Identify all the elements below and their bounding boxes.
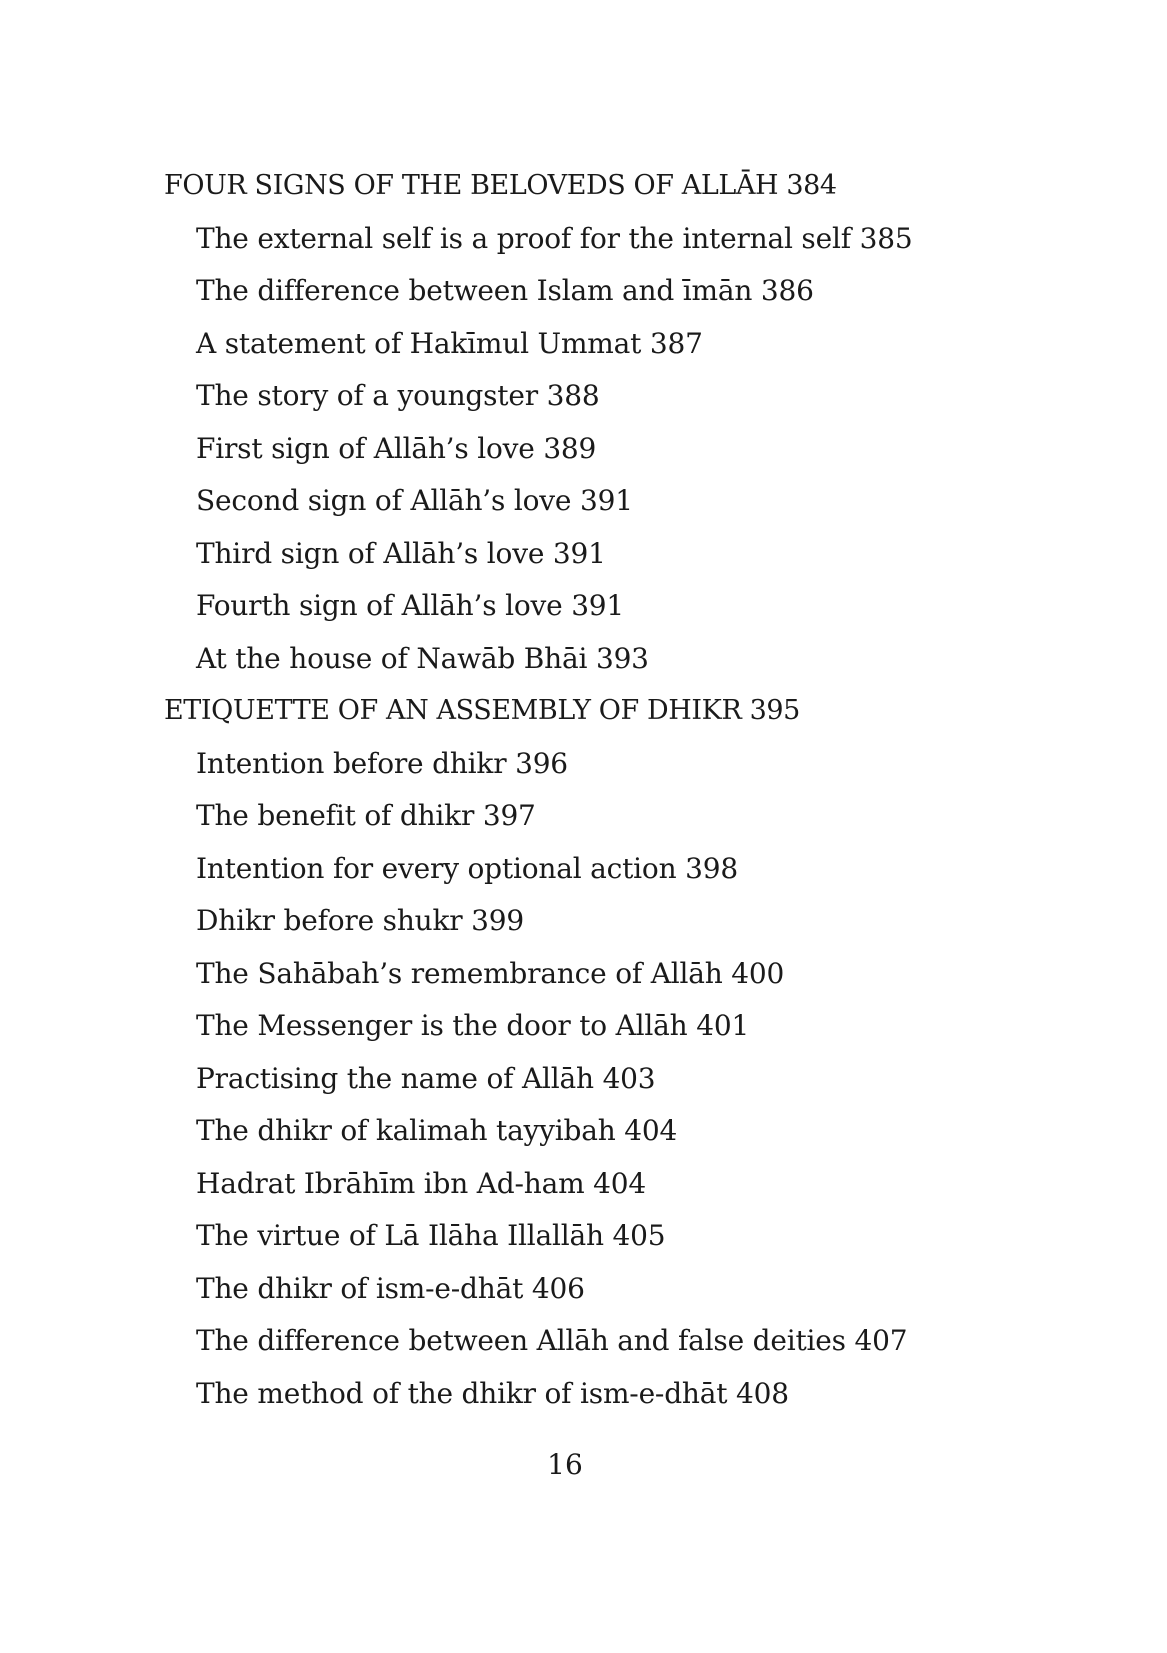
toc-entry: The external self is a proof for the internal self 385 [196,221,913,255]
toc-entry: Second sign of Allāh’s love 391 [196,484,633,517]
toc-entry: Intention for every optional action 398 [196,851,738,885]
toc-entry: Fourth sign of Allāh’s love 391 [196,589,625,622]
toc-entry: The method of the dhikr of ism-e-dhāt 408 [196,1376,789,1410]
toc-entry: Hadrat Ibrāhīm ibn Ad-ham 404 [196,1166,647,1200]
toc-entry: The dhikr of ism-e-dhāt 406 [196,1271,585,1305]
toc-entry: The virtue of Lā Ilāha Illallāh 405 [196,1219,666,1252]
toc-entry: Intention before dhikr 396 [196,746,568,780]
toc-entry: A statement of Hakīmul Ummat 387 [196,326,703,360]
toc-entry: The Sahābah’s remembrance of Allāh 400 [196,956,785,990]
toc-entry: Third sign of Allāh’s love 391 [196,536,606,570]
toc-entry: The benefit of dhikr 397 [196,799,536,832]
toc-entry: At the house of Nawāb Bhāi 393 [196,641,649,675]
toc-entry: The Messenger is the door to Allāh 401 [196,1009,750,1042]
toc-chapter-heading: ETIQUETTE OF AN ASSEMBLY OF DHIKR 395 [164,695,800,726]
toc-entry: The story of a youngster 388 [196,379,600,412]
toc-entry: Dhikr before shukr 399 [196,904,524,937]
toc-entry: The difference between Islam and īmān 386 [196,274,814,307]
toc-entry: First sign of Allāh’s love 389 [196,431,597,465]
table-of-contents [164,160,1124,1420]
toc-entry: The difference between Allāh and false deities 407 [196,1324,908,1357]
toc-chapter-heading: FOUR SIGNS OF THE BELOVEDS OF ALLĀH 384 [164,170,837,201]
page-number: 16 [547,1448,583,1481]
toc-entry: The dhikr of kalimah tayyibah 404 [196,1114,678,1147]
toc-entry: Practising the name of Allāh 403 [196,1061,656,1095]
